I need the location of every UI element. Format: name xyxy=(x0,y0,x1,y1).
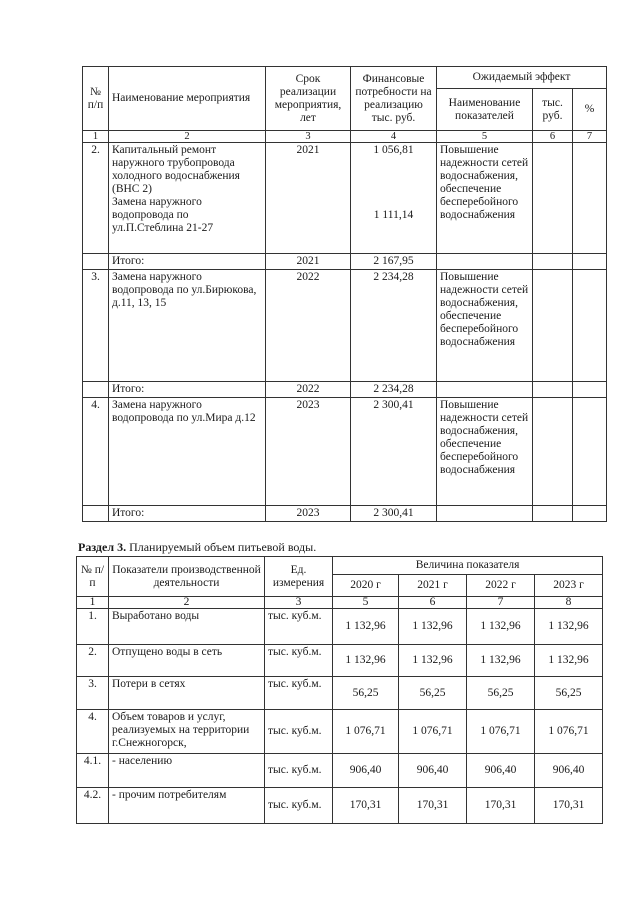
col-number: 3 xyxy=(265,597,333,609)
row-name: Отпущено воды в сеть xyxy=(109,645,265,677)
measures-table xyxy=(82,66,607,522)
row-unit: тыс. куб.м. xyxy=(265,609,333,645)
item-year: 2023 xyxy=(266,398,351,506)
table-row xyxy=(77,645,603,677)
header-measure-name: Наименование мероприятия xyxy=(109,67,266,131)
table-row xyxy=(83,398,607,506)
header-indicators: Показатели производственной деятельности xyxy=(109,557,265,597)
header-num: № п/п xyxy=(77,557,109,597)
item-amount xyxy=(351,143,437,254)
row-unit: тыс. куб.м. xyxy=(265,677,333,710)
total-row xyxy=(83,254,607,270)
item-effect: Повышение надежности сетей водоснабжения, обеспечение бесперебойного водоснабжения xyxy=(437,143,533,254)
row-num: 3. xyxy=(77,677,109,710)
table-row xyxy=(77,788,603,824)
row-value: 1 076,71 xyxy=(399,710,467,754)
item-num: 2. xyxy=(83,143,109,254)
row-name: Потери в сетях xyxy=(109,677,265,710)
col-number: 5 xyxy=(437,131,533,143)
col-number: 8 xyxy=(535,597,603,609)
header-year: 2020 г xyxy=(333,575,399,597)
item-num: 3. xyxy=(83,270,109,382)
row-value: 1 076,71 xyxy=(535,710,603,754)
row-value: 170,31 xyxy=(535,788,603,824)
table-row xyxy=(83,270,607,382)
row-value: 1 132,96 xyxy=(467,645,535,677)
total-label: Итого: xyxy=(109,254,266,270)
row-value: 1 132,96 xyxy=(535,609,603,645)
col-number: 1 xyxy=(77,597,109,609)
item-name: Замена наружного водопровода по ул.Мира д.12 xyxy=(109,398,266,506)
total-label: Итого: xyxy=(109,506,266,522)
total-year: 2023 xyxy=(266,506,351,522)
item-effect: Повышение надежности сетей водоснабжения, обеспечение бесперебойного водоснабжения xyxy=(437,270,533,382)
total-row xyxy=(83,506,607,522)
column-numbers-row xyxy=(77,597,603,609)
total-year: 2021 xyxy=(266,254,351,270)
row-num: 4.1. xyxy=(77,754,109,788)
item-amount-2: 1 111,14 xyxy=(373,209,414,221)
item-effect: Повышение надежности сетей водоснабжения, обеспечение бесперебойного водоснабжения xyxy=(437,398,533,506)
row-value: 170,31 xyxy=(399,788,467,824)
col-number: 2 xyxy=(109,597,265,609)
table-row xyxy=(77,677,603,710)
total-amount: 2 234,28 xyxy=(351,382,437,398)
header-value: Величина показателя xyxy=(333,557,603,575)
row-value: 1 132,96 xyxy=(535,645,603,677)
header-finance: Финансовые потребности на реализацию тыс. руб. xyxy=(351,67,437,131)
table-row xyxy=(77,754,603,788)
table-row xyxy=(77,609,603,645)
header-indicator-name: Наименование показателей xyxy=(437,89,533,131)
row-value: 170,31 xyxy=(467,788,535,824)
col-number: 2 xyxy=(109,131,266,143)
header-thousand-rub: тыс. руб. xyxy=(533,89,573,131)
item-num: 4. xyxy=(83,398,109,506)
row-value: 906,40 xyxy=(399,754,467,788)
col-number: 3 xyxy=(266,131,351,143)
col-number: 7 xyxy=(573,131,607,143)
row-value: 906,40 xyxy=(535,754,603,788)
total-amount: 2 300,41 xyxy=(351,506,437,522)
item-amount: 2 234,28 xyxy=(351,270,437,382)
header-year: 2022 г xyxy=(467,575,535,597)
row-value: 1 132,96 xyxy=(399,609,467,645)
row-value: 170,31 xyxy=(333,788,399,824)
col-number: 6 xyxy=(399,597,467,609)
row-value: 1 076,71 xyxy=(333,710,399,754)
row-num: 4. xyxy=(77,710,109,754)
row-value: 56,25 xyxy=(333,677,399,710)
col-number: 5 xyxy=(333,597,399,609)
row-unit: тыс. куб.м. xyxy=(265,710,333,754)
row-num: 2. xyxy=(77,645,109,677)
header-year: 2023 г xyxy=(535,575,603,597)
water-volume-table xyxy=(76,556,603,824)
row-value: 56,25 xyxy=(399,677,467,710)
table-row xyxy=(77,710,603,754)
header-expected-effect: Ожидаемый эффект xyxy=(437,67,607,89)
item-year: 2021 xyxy=(266,143,351,254)
header-num: № п/п xyxy=(83,67,109,131)
section-label: Раздел 3. xyxy=(78,540,127,554)
section-heading xyxy=(78,540,316,555)
row-value: 56,25 xyxy=(535,677,603,710)
header-year: 2021 г xyxy=(399,575,467,597)
col-number: 1 xyxy=(83,131,109,143)
total-amount: 2 167,95 xyxy=(351,254,437,270)
row-num: 4.2. xyxy=(77,788,109,824)
row-value: 1 132,96 xyxy=(333,645,399,677)
total-year: 2022 xyxy=(266,382,351,398)
row-name: - населению xyxy=(109,754,265,788)
row-unit: тыс. куб.м. xyxy=(265,645,333,677)
row-name: Объем товаров и услуг, реализуемых на территории г.Снежногорск, xyxy=(109,710,265,754)
total-row xyxy=(83,382,607,398)
row-value: 906,40 xyxy=(333,754,399,788)
row-name: - прочим потребителям xyxy=(109,788,265,824)
row-num: 1. xyxy=(77,609,109,645)
item-amount-1: 1 056,81 xyxy=(373,144,414,156)
col-number: 7 xyxy=(467,597,535,609)
row-value: 1 132,96 xyxy=(467,609,535,645)
item-year: 2022 xyxy=(266,270,351,382)
header-unit: Ед. измерения xyxy=(265,557,333,597)
col-number: 4 xyxy=(351,131,437,143)
row-value: 1 076,71 xyxy=(467,710,535,754)
row-unit: тыс. куб.м. xyxy=(265,788,333,824)
col-number: 6 xyxy=(533,131,573,143)
item-name: Замена наружного водопровода по ул.Бирюкова, д.11, 13, 15 xyxy=(109,270,266,382)
item-amount: 2 300,41 xyxy=(351,398,437,506)
row-value: 1 132,96 xyxy=(333,609,399,645)
item-name: Капитальный ремонт наружного трубопровода холодного водоснабжения (ВНС 2) Замена наружного водопровода по ул.П.Стеблина 21-27 xyxy=(109,143,266,254)
section-title: Планируемый объем питьевой воды. xyxy=(129,540,317,554)
table-row xyxy=(83,143,607,254)
row-value: 906,40 xyxy=(467,754,535,788)
row-value: 1 132,96 xyxy=(399,645,467,677)
row-unit: тыс. куб.м. xyxy=(265,754,333,788)
column-numbers-row xyxy=(83,131,607,143)
row-name: Выработано воды xyxy=(109,609,265,645)
total-label: Итого: xyxy=(109,382,266,398)
row-value: 56,25 xyxy=(467,677,535,710)
header-percent: % xyxy=(573,89,607,131)
header-term: Срок реализации мероприятия, лет xyxy=(266,67,351,131)
